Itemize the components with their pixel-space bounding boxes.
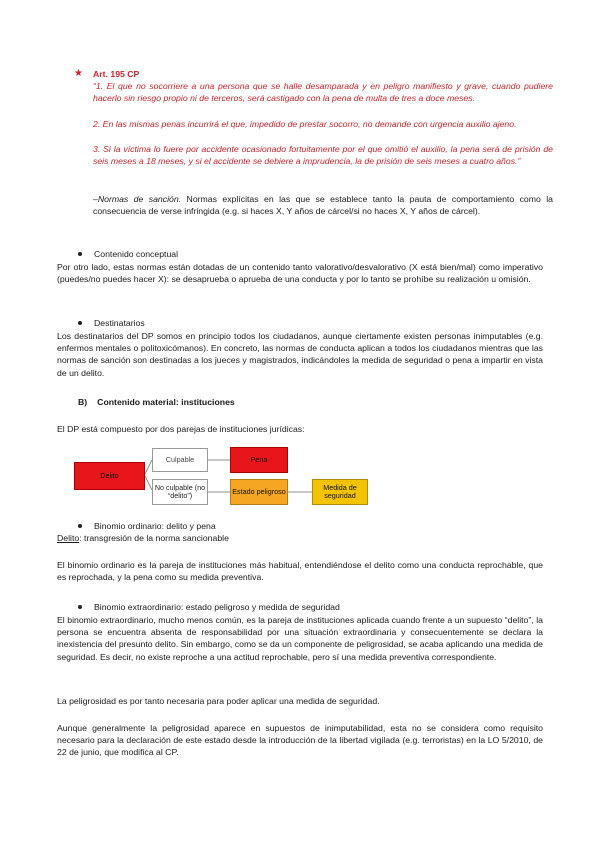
bullet-label: Binomio extraordinario: estado peligroso y medida de seguridad	[94, 602, 340, 612]
article-paragraph-1: “1. El que no socorriere a una persona que se halle desamparada y en peligro manifiesto y grave, cuando pudiere hacerlo sin riesgo propio ni de terceros, será castigado con la pena de multa de tres a doce meses.	[93, 81, 553, 104]
sancion-term: Normas de sanción.	[97, 194, 182, 204]
conceptual-paragraph: Por otro lado, estas normas están dotadas de un contenido tanto valorativo/desvalorativo (X está bien/mal) como imperativo (puedes/no puedes hacer X): se desaprueba o aprueba de una conducta y por lo tanto se prohíbe su realización u omisión.	[57, 262, 543, 285]
culpable-box: Culpable	[152, 448, 208, 472]
star-icon: ★	[74, 68, 83, 79]
medida-seguridad-box: Medida de seguridad	[312, 479, 368, 505]
section-b-title: Contenido material: instituciones	[97, 397, 235, 407]
bullet-binomio-extraordinario	[78, 601, 340, 613]
pena-box: Pena	[230, 447, 288, 473]
sancion-paragraph	[93, 193, 553, 217]
bullet-label: Contenido conceptual	[94, 249, 179, 259]
extraordinario-paragraph: El binomio extraordinario, mucho menos común, es la pareja de instituciones aplicada cuando frente a un supuesto “delito”, la persona se encuentra absenta de responsabilidad por una situación extraordinaria y consecuentemente se declara la inexistencia del presunto delito. Sin embargo, como se da un componente de peligrosidad, se acaba aplicando una medida de seguridad. Es decir, no existe reproche a una actitud reprochable, pero sí una medida preventiva correspondiente.	[57, 615, 543, 662]
article-paragraph-3: 3. Si la víctima lo fuere por accidente ocasionado fortuitamente por el que omitió el auxilio, la pena será de prisión de seis meses a 18 meses, y si el accidente se debiere a imprudencia, la de prisión de seis meses a cuatro años.”	[93, 144, 553, 167]
bullet-binomio-ordinario	[78, 520, 216, 532]
peligrosidad-paragraph-2: Aunque generalmente la peligrosidad aparece en supuestos de inimputabilidad, esta no se considera como requisito necesario para la declaración de este estado desde la introducción de la libertad vigilada (e.g. terroristas) en la LO 5/2010, de 22 de junio, que modifica al CP.	[57, 723, 543, 758]
bullet-dot	[78, 524, 82, 528]
ordinario-paragraph: El binomio ordinario es la pareja de instituciones más habitual, entendiéndose el delito como una conducta reprochable, que es reprochada, y la pena como su medida preventiva.	[57, 560, 543, 583]
bullet-contenido-conceptual	[78, 248, 178, 260]
section-b-heading	[78, 396, 478, 408]
estado-peligroso-box: Estado peligroso	[230, 479, 288, 505]
sancion-text: Normas explícitas en las que se establece tanto la pauta de comportamiento como la consecuencia de verse infringida (e.g. si haces X, Y años de cárcel/si no haces X, Y años de cárcel).	[93, 194, 554, 217]
article-heading: Art. 195 CP	[93, 69, 140, 79]
bullet-dot	[78, 605, 82, 609]
delito-box: Delito	[74, 462, 145, 490]
delito-definition	[57, 532, 543, 544]
bullet-label: Binomio ordinario: delito y pena	[94, 521, 216, 531]
bullet-dot	[78, 252, 82, 256]
section-b-intro: El DP está compuesto por dos parejas de instituciones jurídicas:	[57, 424, 305, 434]
bullet-destinatarios	[78, 317, 145, 329]
institutions-diagram	[72, 444, 372, 520]
article-paragraph-2: 2. En las mismas penas incurrirá el que, impedido de prestar socorro, no demande con urgencia auxilio ajeno.	[93, 119, 517, 129]
delito-term: Delito	[57, 533, 80, 543]
destinatarios-paragraph: Los destinatarios del DP somos en principio todos los ciudadanos, aunque ciertamente existen personas inimputables (e.g. enfermos mentales o politoxicómanos). En concreto, las normas de conducta aplican a todos los ciudadanos mientras que las normas de sanción son destinadas a los jueces y magistrados, indicándoles la medida de seguridad o pena a impartir en vista de un delito.	[57, 331, 543, 378]
bullet-dot	[78, 321, 82, 325]
section-b-letter: B)	[78, 397, 88, 407]
sancion-prefix: –	[93, 194, 98, 204]
no-culpable-box: No culpable (no “delito”)	[152, 479, 208, 505]
peligrosidad-paragraph-1: La peligrosidad es por tanto necesaria para poder aplicar una medida de seguridad.	[57, 696, 380, 706]
bullet-label: Destinatarios	[94, 318, 145, 328]
delito-def: : transgresión de la norma sancionable	[79, 533, 229, 543]
